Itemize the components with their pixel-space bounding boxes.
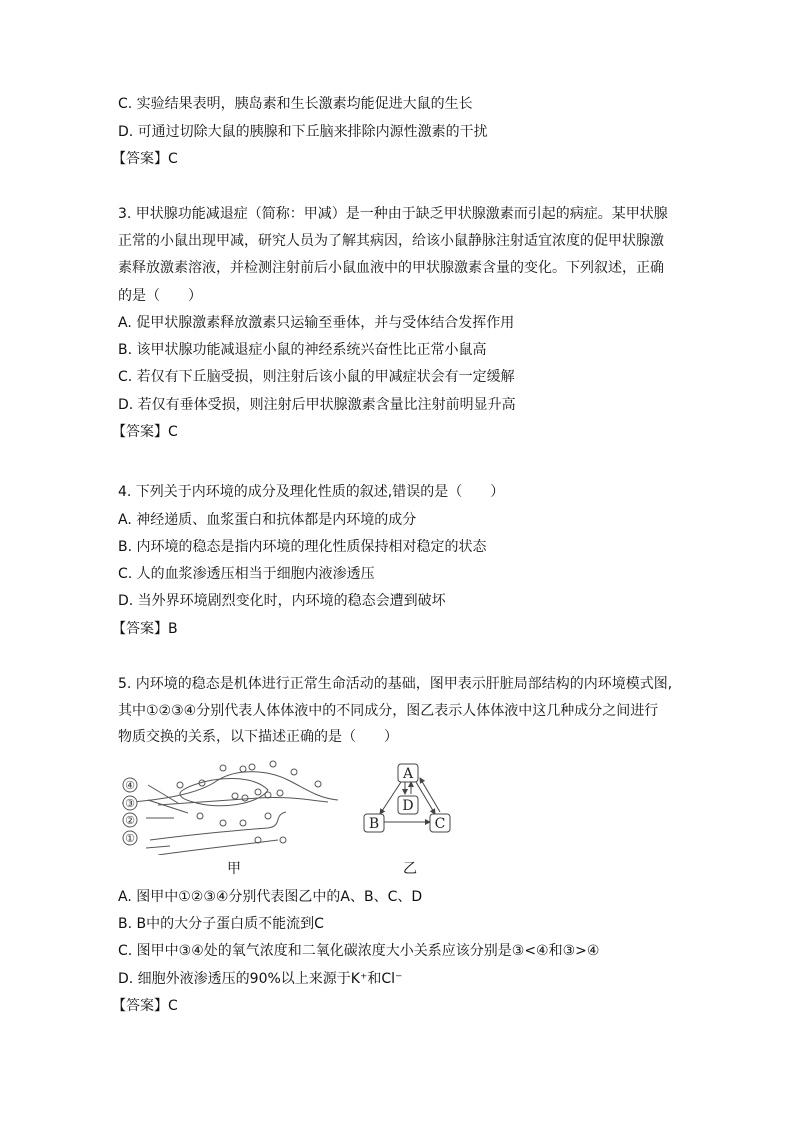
q3-answer: 【答案】C: [112, 424, 178, 440]
label-2: ②: [125, 814, 135, 827]
figure-yi-caption: 乙: [403, 861, 417, 877]
q3-option-d: D. 若仅有垂体受损，则注射后甲状腺激素含量比注射前明显升高: [118, 397, 516, 413]
q4-answer: 【答案】B: [112, 621, 178, 637]
figure-jia-tissue-diagram: [118, 760, 348, 855]
label-3: ③: [125, 797, 135, 810]
q4-option-d: D. 当外界环境剧烈变化时，内环境的稳态会遭到破坏: [118, 593, 446, 609]
q2-answer: 【答案】C: [112, 151, 178, 167]
q5-option-d: D. 细胞外液渗透压的90%以上来源于K⁺和Cl⁻: [118, 971, 403, 987]
q2-option-c: C. 实验结果表明，胰岛素和生长激素均能促进大鼠的生长: [118, 96, 473, 112]
q3-option-c: C. 若仅有下丘脑受损，则注射后该小鼠的甲减症状会有一定缓解: [118, 369, 515, 385]
q4-option-a: A. 神经递质、血浆蛋白和抗体都是内环境的成分: [118, 512, 417, 528]
label-4: ④: [125, 779, 135, 792]
q5-stem-line: 其中①②③④分别代表人体体液中的不同成分，图乙表示人体体液中这几种成分之间进行: [118, 703, 659, 719]
q5-option-a: A. 图甲中①②③④分别代表图乙中的A、B、C、D: [118, 889, 423, 905]
q5-option-c: C. 图甲中③④处的氧气浓度和二氧化碳浓度大小关系应该分别是③<④和③>④: [118, 943, 600, 959]
figure-jia-caption: 甲: [227, 861, 241, 877]
q5-stem-line: 5. 内环境的稳态是机体进行正常生命活动的基础，图甲表示肝脏局部结构的内环境模式图,: [118, 676, 673, 692]
q5-stem-line: 物质交换的关系，以下描述正确的是（ ）: [118, 729, 398, 745]
figure-yi-exchange-diagram: [360, 762, 460, 838]
node-b: B: [368, 816, 380, 832]
q3-option-b: B. 该甲状腺功能减退症小鼠的神经系统兴奋性比正常小鼠高: [118, 342, 487, 358]
q3-stem-line: 正常的小鼠出现甲减，研究人员为了解其病因，给该小鼠静脉注射适宜浓度的促甲状腺激: [118, 233, 664, 249]
label-1: ①: [125, 832, 135, 845]
q2-option-d: D. 可通过切除大鼠的胰腺和下丘脑来排除内源性激素的干扰: [118, 124, 488, 140]
q4-option-c: C. 人的血浆渗透压相当于细胞内液渗透压: [118, 566, 375, 582]
q3-stem-line: 的是（ ）: [118, 288, 202, 304]
q4-stem: 4. 下列关于内环境的成分及理化性质的叙述,错误的是（ ）: [118, 484, 505, 500]
q3-option-a: A. 促甲状腺激素释放激素只运输至垂体，并与受体结合发挥作用: [118, 315, 515, 331]
node-a: A: [402, 766, 414, 782]
node-d: D: [402, 798, 414, 814]
q5-option-b: B. B中的大分子蛋白质不能流到C: [118, 916, 324, 932]
q5-answer: 【答案】C: [112, 998, 178, 1014]
node-c: C: [434, 816, 446, 832]
q4-option-b: B. 内环境的稳态是指内环境的理化性质保持相对稳定的状态: [118, 539, 487, 555]
q3-stem-line: 素释放激素溶液，并检测注射前后小鼠血液中的甲状腺激素含量的变化。下列叙述，正确: [118, 260, 664, 276]
q3-stem-line: 3. 甲状腺功能减退症（简称：甲减）是一种由于缺乏甲状腺激素而引起的病症。某甲状腺: [118, 206, 668, 222]
